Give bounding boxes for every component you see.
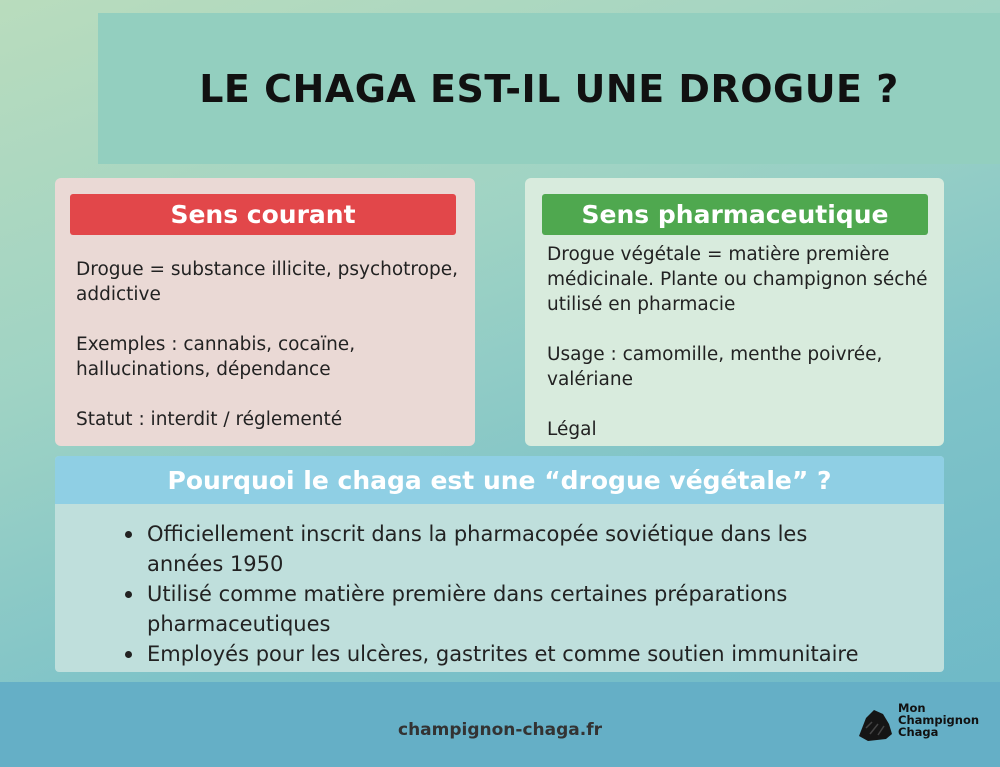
logo-text: Mon Champignon Chaga (898, 701, 980, 739)
bullet-icon (125, 651, 132, 658)
list-item: Officiellement inscrit dans la pharmacopée soviétique dans les années 1950 (125, 519, 885, 579)
pharma-sense-usage: Usage : camomille, menthe poivrée, valériane (547, 344, 883, 390)
common-sense-definition: Drogue = substance illicite, psychotrope, addictive (76, 259, 458, 305)
why-chaga-list (125, 519, 885, 669)
title-banner (98, 13, 1000, 164)
pharma-sense-definition: Drogue végétale = matière première médicinale. Plante ou champignon séché utilisé en pharmacie (547, 244, 928, 315)
panel-pharma-sense (525, 178, 944, 446)
chaga-mushroom-icon (856, 706, 896, 744)
list-item: Utilisé comme matière première dans certaines préparations pharmaceutiques (125, 579, 885, 639)
panel-common-sense-body (76, 257, 461, 432)
panel-why-chaga (55, 456, 944, 672)
bullet-icon (125, 591, 132, 598)
pharma-sense-status: Légal (547, 419, 597, 440)
panel-common-sense (55, 178, 475, 446)
footer (0, 682, 1000, 767)
common-sense-examples: Exemples : cannabis, cocaïne, hallucinations, dépendance (76, 334, 356, 380)
brand-logo[interactable] (856, 702, 996, 747)
page-title: LE CHAGA EST-IL UNE DROGUE ? (199, 66, 899, 111)
common-sense-status: Statut : interdit / réglementé (76, 409, 343, 430)
panel-pharma-sense-heading: Sens pharmaceutique (542, 194, 928, 235)
footer-url[interactable]: champignon-chaga.fr (398, 720, 602, 740)
bullet-icon (125, 531, 132, 538)
panel-common-sense-heading: Sens courant (70, 194, 456, 235)
list-item: Employés pour les ulcères, gastrites et comme soutien immunitaire (125, 639, 885, 669)
panel-why-chaga-heading: Pourquoi le chaga est une “drogue végétale” ? (55, 456, 944, 504)
panel-pharma-sense-body (547, 242, 932, 442)
